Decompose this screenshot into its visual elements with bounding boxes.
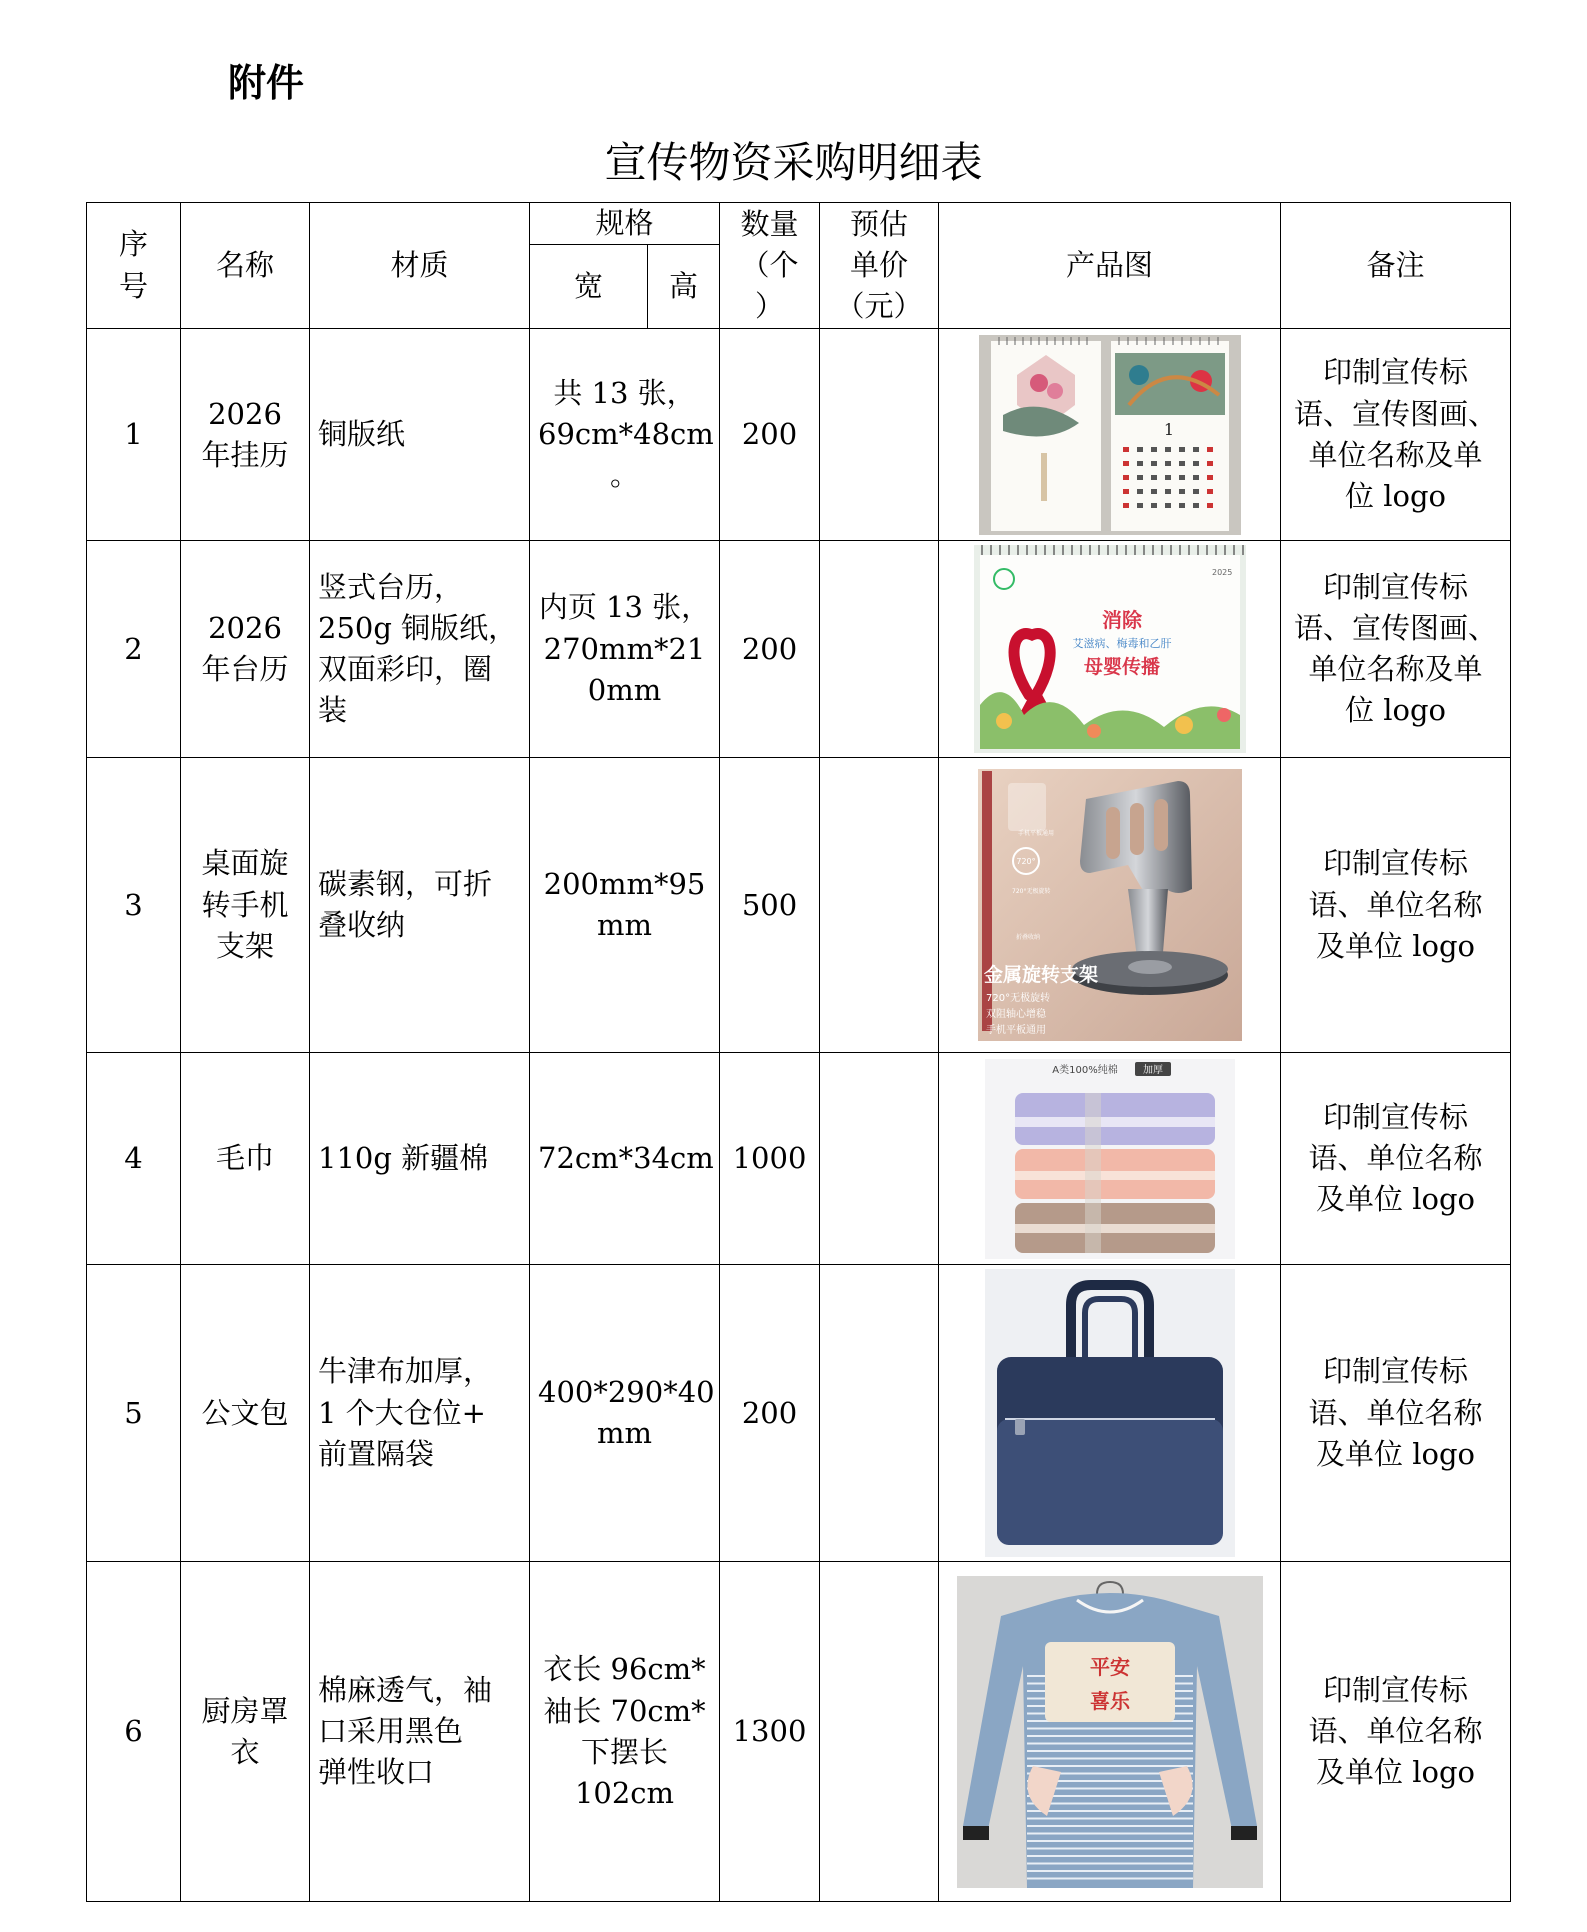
- row-spec: 共 13 张， 69cm*48cm 。: [530, 329, 720, 541]
- svg-text:平安: 平安: [1089, 1654, 1130, 1679]
- row-qty: 200: [720, 541, 820, 758]
- row-name: 公文包: [181, 1265, 310, 1562]
- row-spec: 内页 13 张， 270mm*21 0mm: [530, 541, 720, 758]
- row-qty: 500: [720, 758, 820, 1053]
- row-name: 毛巾: [181, 1053, 310, 1265]
- row-note: 印制宣传标 语、单位名称 及单位 logo: [1281, 1562, 1511, 1902]
- row-price: [820, 541, 939, 758]
- svg-text:手机平板通用: 手机平板通用: [985, 1025, 1046, 1037]
- row-material: 棉麻透气，袖 口采用黑色 弹性收口: [310, 1562, 530, 1902]
- row-spec: 72cm*34cm: [530, 1053, 720, 1265]
- document-title: 宣传物资采购明细表: [604, 138, 983, 187]
- header-width: 宽: [530, 245, 648, 329]
- attachment-label: 附件: [228, 61, 305, 105]
- svg-text:艾滋病、梅毒和乙肝: 艾滋病、梅毒和乙肝: [1072, 637, 1172, 651]
- row-spec: 200mm*95 mm: [530, 758, 720, 1053]
- row-qty: 1300: [720, 1562, 820, 1902]
- svg-text:折叠收纳: 折叠收纳: [1015, 934, 1040, 942]
- header-image: 产品图: [939, 203, 1281, 329]
- row-seq: 4: [87, 1053, 181, 1265]
- header-note: 备注: [1281, 203, 1511, 329]
- header-name: 名称: [181, 203, 310, 329]
- svg-text:加厚: 加厚: [1142, 1064, 1163, 1076]
- svg-text:双阻轴心增稳: 双阻轴心增稳: [985, 1009, 1046, 1021]
- row-material: 碳素钢，可折 叠收纳: [310, 758, 530, 1053]
- row-material: 竖式台历， 250g 铜版纸， 双面彩印，圈 装: [310, 541, 530, 758]
- row-seq: 6: [87, 1562, 181, 1902]
- table-row: [87, 329, 1511, 541]
- row-material: 铜版纸: [310, 329, 530, 541]
- row-name: 厨房罩 衣: [181, 1562, 310, 1902]
- row-seq: 2: [87, 541, 181, 758]
- svg-text:消除: 消除: [1101, 608, 1142, 633]
- row-price: [820, 758, 939, 1053]
- header-qty: 数量 （个 ）: [720, 203, 820, 329]
- row-spec: 衣长 96cm* 袖长 70cm* 下摆长 102cm: [530, 1562, 720, 1902]
- header-spec: 规格: [530, 203, 720, 245]
- product-image-wall-calendar: [939, 329, 1281, 541]
- procurement-table: [86, 202, 1511, 1902]
- svg-text:母婴传播: 母婴传播: [1083, 656, 1160, 679]
- svg-text:金属旋转支架: 金属旋转支架: [983, 964, 1098, 987]
- header-height: 高: [648, 245, 720, 329]
- row-note: 印制宣传标 语、宣传图画、 单位名称及单 位 logo: [1281, 329, 1511, 541]
- table-row: [87, 541, 1511, 758]
- product-image-phone-stand: [939, 758, 1281, 1053]
- row-material: 110g 新疆棉: [310, 1053, 530, 1265]
- table-row: [87, 758, 1511, 1053]
- row-spec: 400*290*40 mm: [530, 1265, 720, 1562]
- row-material: 牛津布加厚， 1 个大仓位+ 前置隔袋: [310, 1265, 530, 1562]
- svg-text:A类100%纯棉: A类100%纯棉: [1051, 1064, 1118, 1076]
- row-seq: 3: [87, 758, 181, 1053]
- header-material: 材质: [310, 203, 530, 329]
- row-qty: 1000: [720, 1053, 820, 1265]
- product-image-apron: [939, 1562, 1281, 1902]
- row-name: 2026 年挂历: [181, 329, 310, 541]
- row-name: 桌面旋 转手机 支架: [181, 758, 310, 1053]
- product-image-desk-calendar: [939, 541, 1281, 758]
- row-qty: 200: [720, 329, 820, 541]
- table-row: [87, 1265, 1511, 1562]
- row-price: [820, 1562, 939, 1902]
- row-qty: 200: [720, 1265, 820, 1562]
- header-price: 预估 单价 （元）: [820, 203, 939, 329]
- svg-text:720°无极旋转: 720°无极旋转: [985, 993, 1050, 1005]
- svg-text:手机平板通用: 手机平板通用: [1017, 830, 1054, 838]
- row-seq: 1: [87, 329, 181, 541]
- table-row: [87, 1562, 1511, 1902]
- row-note: 印制宣传标 语、单位名称 及单位 logo: [1281, 1053, 1511, 1265]
- svg-text:1: 1: [1163, 419, 1174, 439]
- product-image-towels: [939, 1053, 1281, 1265]
- row-price: [820, 1053, 939, 1265]
- header-seq: 序 号: [87, 203, 181, 329]
- row-price: [820, 329, 939, 541]
- svg-text:720°无极旋转: 720°无极旋转: [1011, 888, 1050, 896]
- row-seq: 5: [87, 1265, 181, 1562]
- row-name: 2026 年台历: [181, 541, 310, 758]
- row-note: 印制宣传标 语、单位名称 及单位 logo: [1281, 758, 1511, 1053]
- table-row: [87, 1053, 1511, 1265]
- svg-text:2025: 2025: [1211, 568, 1232, 578]
- row-price: [820, 1265, 939, 1562]
- row-note: 印制宣传标 语、单位名称 及单位 logo: [1281, 1265, 1511, 1562]
- svg-text:720°: 720°: [1015, 857, 1036, 867]
- svg-text:喜乐: 喜乐: [1089, 1688, 1130, 1713]
- product-image-briefcase: [939, 1265, 1281, 1562]
- row-note: 印制宣传标 语、宣传图画、 单位名称及单 位 logo: [1281, 541, 1511, 758]
